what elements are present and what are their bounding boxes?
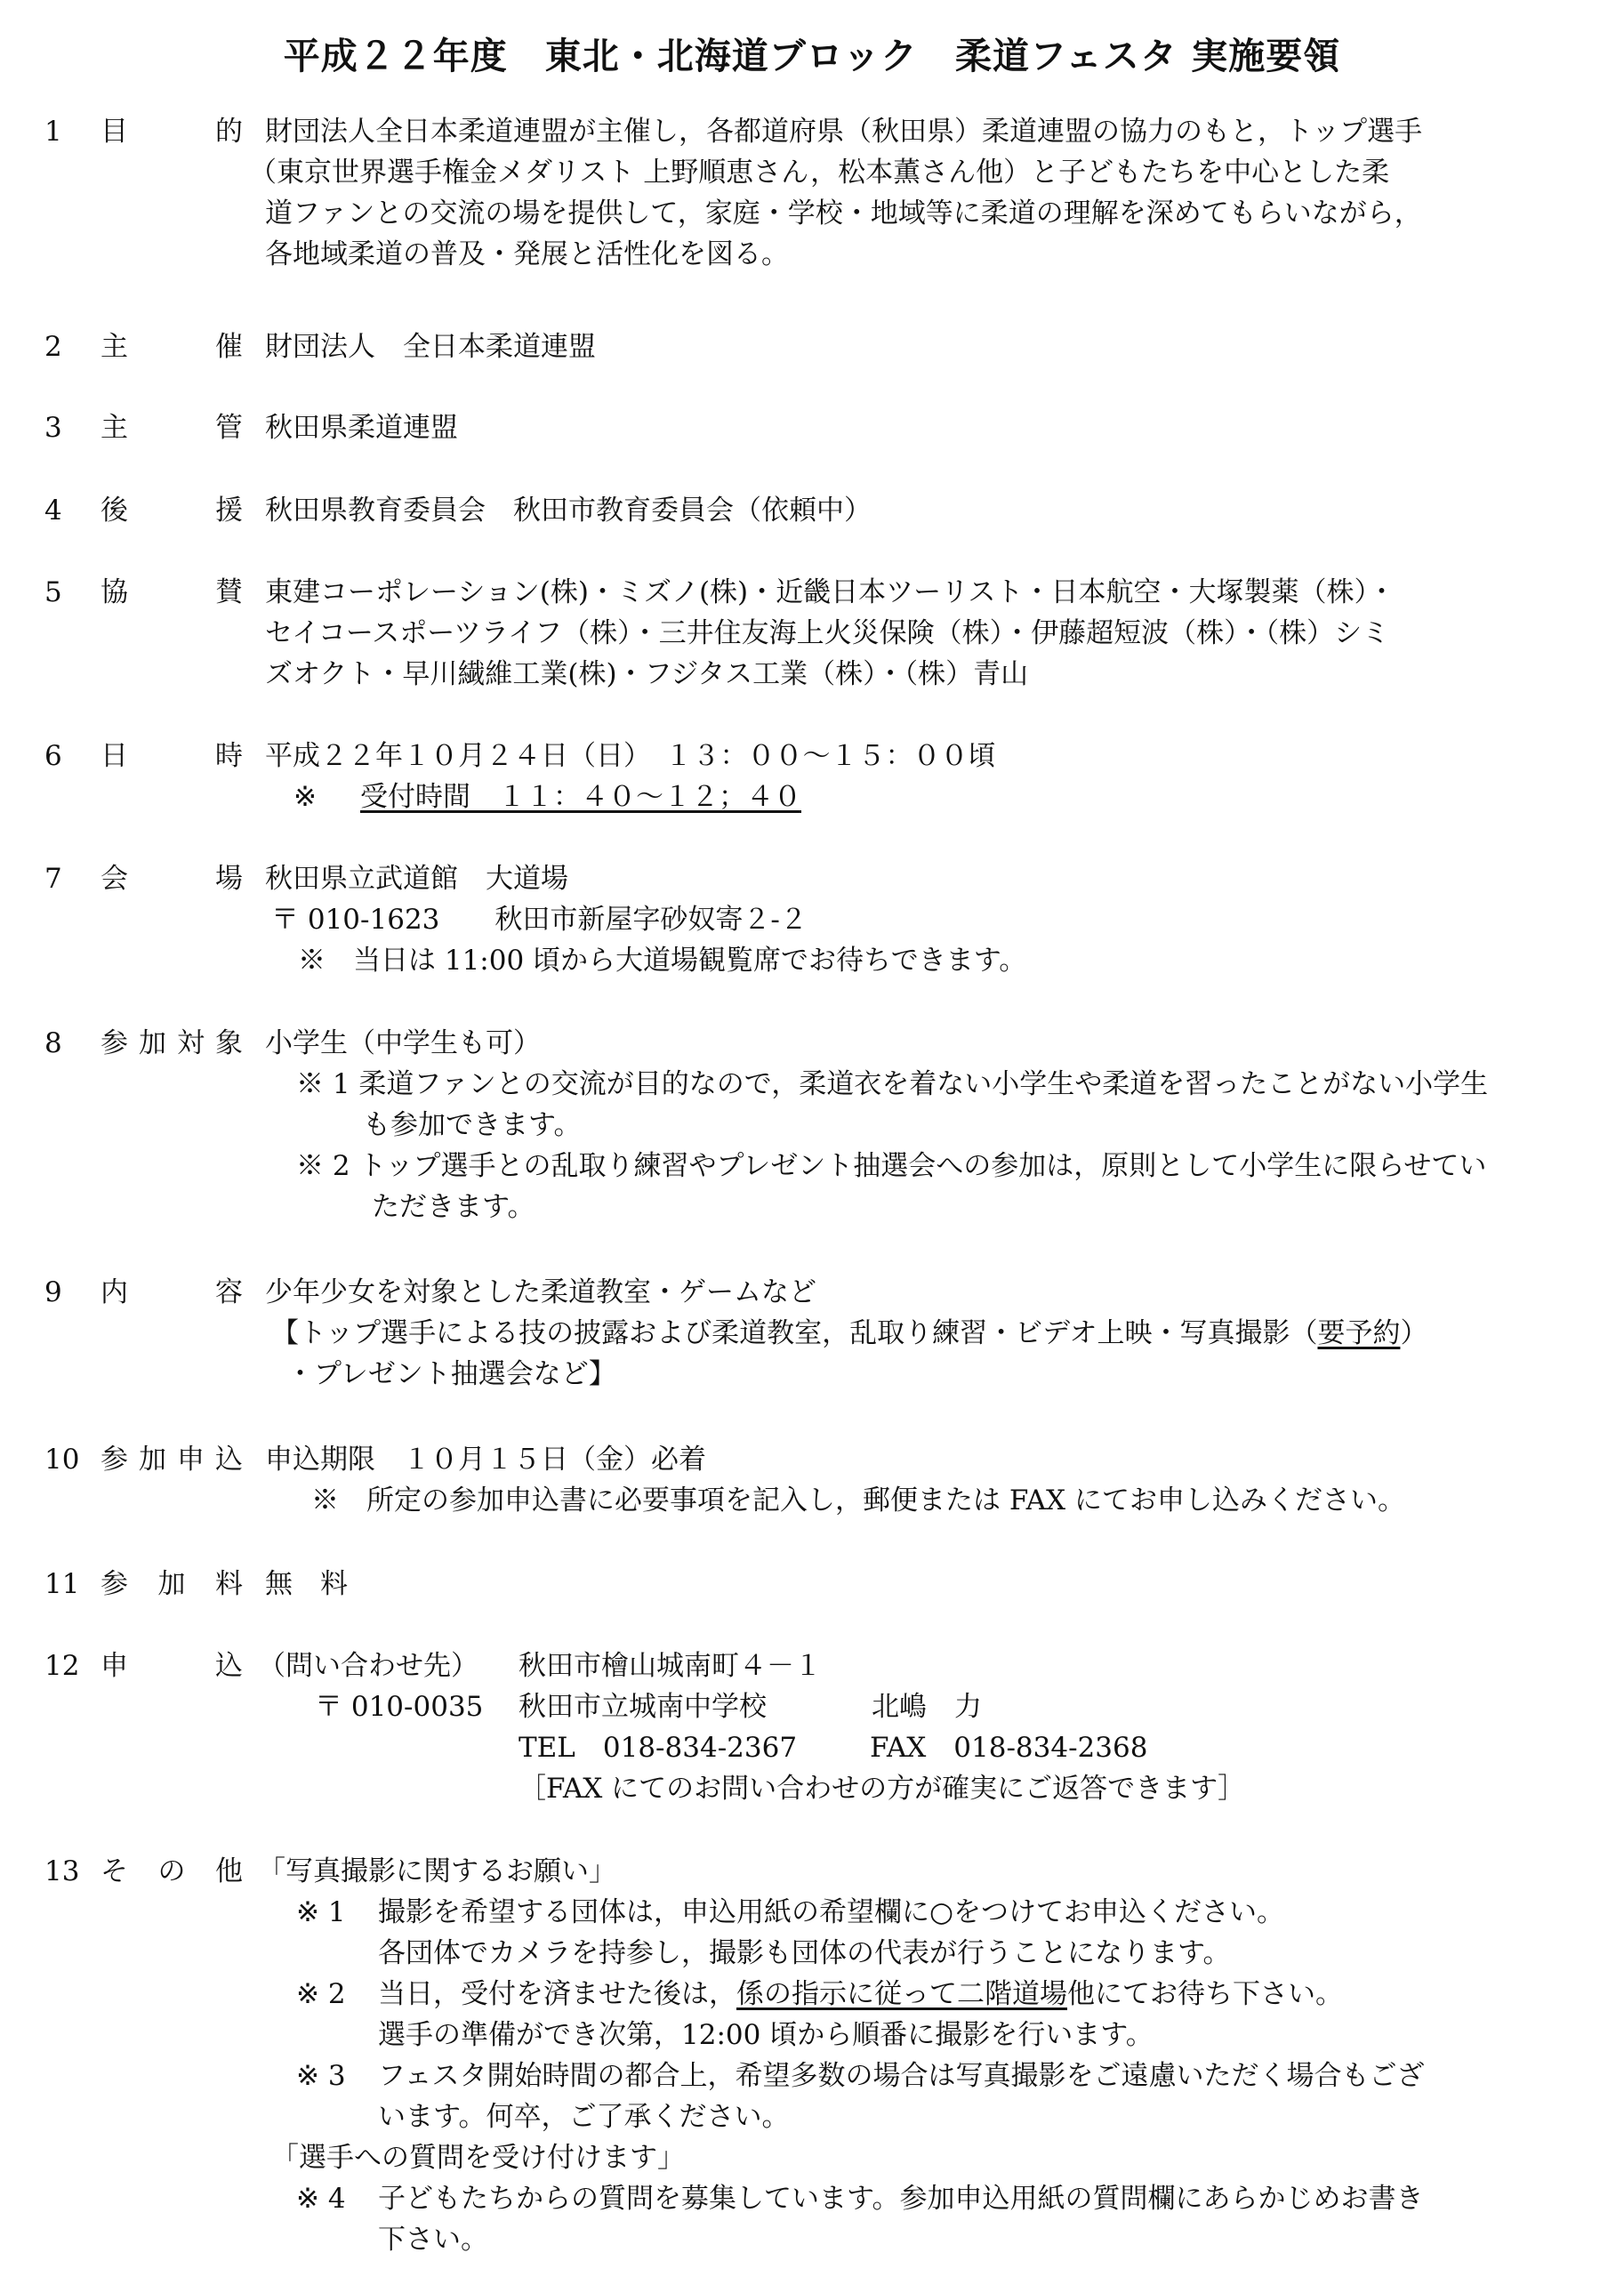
- text-line: 〒 010-1623 秋田市新屋字砂奴寄２-２: [271, 904, 808, 936]
- text-line: 各団体でカメラを持参し，撮影も団体の代表が行うことになります。: [378, 1937, 1231, 1969]
- note-mark: ※ 1: [296, 1896, 346, 1928]
- label-char: 管: [215, 412, 243, 444]
- text-line: （東京世界選手権金メダリスト 上野順恵さん，松本薫さん他）と子どもたちを中心とした柔: [249, 157, 1390, 189]
- text-line: ※ 1 柔道ファンとの交流が目的なので，柔道衣を着ない小学生や柔道を習ったことがない小学生: [296, 1068, 1489, 1100]
- text-run: 他にてお待ち下さい。: [1067, 1978, 1343, 2010]
- text-line: [378, 1974, 1343, 2015]
- section-number: 8: [44, 1027, 62, 1059]
- text-line: も参加できます。: [363, 1109, 582, 1141]
- section-label: [100, 1851, 243, 1892]
- text-line: 秋田県柔道連盟: [265, 412, 458, 444]
- question-heading: 「選手への質問を受け付けます」: [271, 2142, 685, 2174]
- photo-heading: 「写真撮影に関するお願い」: [258, 1855, 616, 1887]
- document-title: 平成２２年度 東北・北海道ブロック 柔道フェスタ 実施要領: [283, 35, 1341, 77]
- text-line: セイコースポーツライフ（株）・三井住友海上火災保険（株）・伊藤超短波（株）・（株）シミ: [265, 617, 1390, 649]
- text-line: [271, 1313, 1427, 1354]
- label-char: 主: [100, 331, 128, 363]
- label-char: 賛: [215, 576, 243, 608]
- label-char: 容: [215, 1276, 243, 1308]
- text-line: 無 料: [265, 1568, 348, 1600]
- postal-code: 〒 010-0035: [315, 1691, 484, 1723]
- label-char: 場: [215, 863, 243, 895]
- note-mark: ※ 2: [296, 1978, 346, 2010]
- text-line: 財団法人全日本柔道連盟が主催し，各都道府県（秋田県）柔道連盟の協力のもと，トップ選手: [265, 116, 1423, 148]
- label-char: 他: [215, 1855, 243, 1887]
- section-number: 9: [44, 1276, 62, 1308]
- section-label: [100, 1272, 243, 1313]
- label-char: 申: [100, 1650, 128, 1682]
- label-char: 主: [100, 412, 128, 444]
- section-label: [100, 326, 243, 367]
- note-mark: ※ 4: [296, 2183, 346, 2215]
- section-number: 10: [44, 1444, 80, 1476]
- label-char: 後: [100, 495, 128, 527]
- section-number: 11: [44, 1568, 80, 1600]
- text-line: 下さい。: [378, 2224, 488, 2256]
- text-line: 各地域柔道の普及・発展と活性化を図る。: [265, 238, 789, 270]
- section-label: [100, 1645, 243, 1686]
- contact-address: 秋田市檜山城南町４－１: [519, 1650, 822, 1682]
- staff-instruction: 係の指示に従って: [736, 1978, 957, 2010]
- text-run: 【トップ選手による技の披露および柔道教室，乱取り練習・ビデオ上映・写真撮影（: [271, 1317, 1318, 1349]
- text-line: 選手の準備ができ次第，12:00 頃から順番に撮影を行います。: [378, 2019, 1154, 2051]
- inquiry-label: （問い合わせ先）: [258, 1650, 478, 1682]
- label-char: 対: [177, 1027, 205, 1059]
- label-char: 加: [139, 1027, 166, 1059]
- label-char: 象: [215, 1027, 243, 1059]
- label-char: 加: [157, 1568, 186, 1600]
- section-label: [100, 490, 243, 531]
- text-line: ※ 2 トップ選手との乱取り練習やプレゼント抽選会への参加は，原則として小学生に限らせてい: [296, 1150, 1487, 1182]
- section-number: 1: [44, 116, 62, 148]
- text-line: ただきます。: [372, 1191, 535, 1223]
- section-label: [100, 1439, 243, 1480]
- text-line: 東建コーポレーション(株)・ミズノ(株)・近畿日本ツーリスト・日本航空・大塚製薬（株）・: [265, 576, 1396, 608]
- label-char: 的: [215, 116, 243, 148]
- label-char: 参: [100, 1027, 128, 1059]
- label-char: の: [157, 1855, 186, 1887]
- label-char: 時: [215, 740, 243, 772]
- section-number: 3: [44, 412, 62, 444]
- section-number: 12: [44, 1650, 80, 1682]
- text-line: 撮影を希望する団体は，申込用紙の希望欄に○をつけてお申込ください。: [378, 1896, 1285, 1928]
- section-number: 5: [44, 576, 62, 608]
- label-char: 目: [100, 116, 128, 148]
- section-label: [100, 1023, 243, 1064]
- section-label: [100, 572, 243, 613]
- fax-note: ［FAX にてのお問い合わせの方が確実にご返答できます］: [519, 1773, 1246, 1805]
- contact-school: 秋田市立城南中学校: [519, 1691, 767, 1723]
- label-char: 料: [215, 1568, 243, 1600]
- section-label: [100, 407, 243, 448]
- text-line: ※ 当日は 11:00 頃から大道場観覧席でお待ちできます。: [298, 945, 1027, 977]
- label-char: 会: [100, 863, 128, 895]
- section-number: 7: [44, 863, 62, 895]
- note-mark: ※: [293, 781, 317, 813]
- text-line: 少年少女を対象とした柔道教室・ゲームなど: [265, 1276, 816, 1308]
- label-char: 援: [215, 495, 243, 527]
- section-number: 4: [44, 495, 62, 527]
- text-line: 平成２２年１０月２４日（日） １３：００〜１５：００頃: [265, 740, 996, 772]
- text-line: 申込期限 １０月１５日（金）必着: [265, 1444, 706, 1476]
- label-char: 協: [100, 576, 128, 608]
- label-char: 催: [215, 331, 243, 363]
- section-number: 6: [44, 740, 62, 772]
- section-label: [100, 736, 243, 776]
- contact-tel: TEL 018-834-2367: [519, 1732, 798, 1764]
- label-char: 込: [215, 1444, 243, 1476]
- text-line: 小学生（中学生も可）: [265, 1027, 541, 1059]
- section-label: [100, 1564, 243, 1605]
- section-label: [100, 858, 243, 899]
- text-run: ）: [1400, 1317, 1428, 1349]
- reservation-required: 要予約: [1317, 1317, 1401, 1349]
- text-line: 子どもたちからの質問を募集しています。参加申込用紙の質問欄にあらかじめお書き: [378, 2183, 1424, 2215]
- text-run: 当日，受付を済ませた後は，: [378, 1978, 736, 2010]
- text-line: ※ 所定の参加申込書に必要事項を記入し，郵便または FAX にてお申し込みください。: [311, 1484, 1405, 1517]
- label-char: 内: [100, 1276, 128, 1308]
- text-line: ズオクト・早川繊維工業(株)・フジタス工業（株）・（株）青山: [265, 658, 1029, 690]
- label-char: 込: [215, 1650, 243, 1682]
- text-line: います。何卒，ご了承ください。: [378, 2101, 790, 2133]
- text-line: 秋田県教育委員会 秋田市教育委員会（依頼中）: [265, 495, 872, 527]
- label-char: 申: [177, 1444, 205, 1476]
- contact-fax: FAX 018-834-2368: [870, 1732, 1148, 1764]
- note-mark: ※ 3: [296, 2060, 346, 2092]
- text-line: フェスタ開始時間の都合上，希望多数の場合は写真撮影をご遠慮いただく場合もござ: [378, 2060, 1425, 2092]
- text-line: 財団法人 全日本柔道連盟: [265, 331, 596, 363]
- text-line: 道ファンとの交流の場を提供して，家庭・学校・地域等に柔道の理解を深めてもらいながら，: [265, 197, 1422, 229]
- contact-person: 北嶋 力: [872, 1691, 982, 1723]
- label-char: 参: [100, 1444, 128, 1476]
- section-number: 13: [44, 1855, 80, 1887]
- reception-time: 受付時間 １１：４０〜１２；４０: [360, 781, 801, 813]
- text-line: 秋田県立武道館 大道場: [265, 863, 568, 895]
- second-floor-dojo: 二階道場: [957, 1978, 1067, 2010]
- text-line: ・プレゼント抽選会など】: [286, 1358, 616, 1390]
- section-number: 2: [44, 331, 62, 363]
- label-char: そ: [100, 1855, 128, 1887]
- label-char: 加: [139, 1444, 166, 1476]
- label-char: 日: [100, 740, 128, 772]
- section-label: [100, 111, 243, 152]
- label-char: 参: [100, 1568, 128, 1600]
